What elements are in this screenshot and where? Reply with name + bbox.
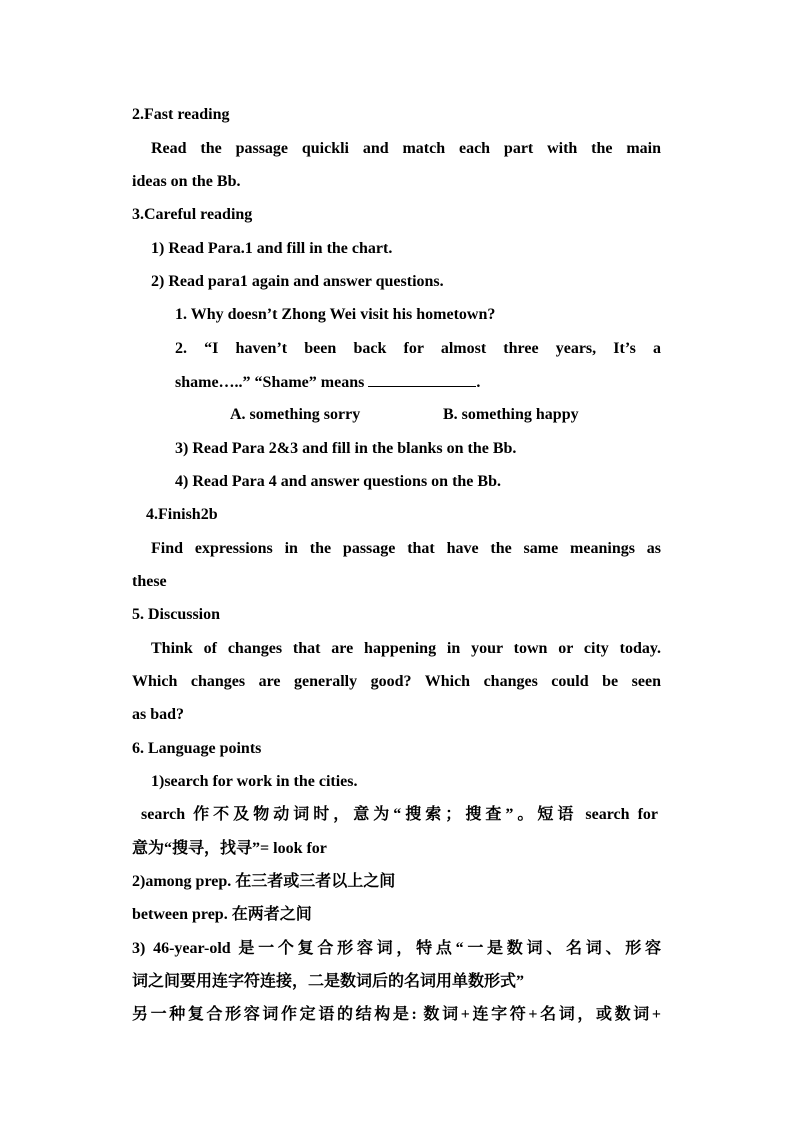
- fast-reading-para-line2: ideas on the Bb.: [132, 173, 241, 190]
- language-point-2: 2)among prep. 在三者或三者以上之间: [132, 873, 396, 890]
- careful-reading-step1: 1) Read Para.1 and fill in the chart.: [151, 240, 393, 257]
- careful-reading-step3: 3) Read Para 2&3 and fill in the blanks on the Bb.: [175, 440, 517, 457]
- language-point-1-note-line1: search 作不及物动词时，意为“搜索；搜查”。短语 search for: [141, 806, 658, 823]
- heading-discussion: 5. Discussion: [132, 606, 221, 623]
- language-point-3-line1: 3) 46-year-old 是一个复合形容词，特点“一是数词、名词、形容: [132, 940, 661, 957]
- heading-finish: 4.Finish2b: [146, 506, 218, 523]
- language-point-1-note-line2: 意为“搜寻，找寻”= look for: [132, 840, 327, 857]
- question-2-text: shame…..” “Shame” means: [175, 374, 369, 391]
- question-2-line2: [175, 372, 480, 392]
- question-2-line1: 2. “I haven’t been back for almost three years, It’s a: [175, 340, 661, 357]
- finish-para-line1: Find expressions in the passage that have the same meanings as: [151, 540, 661, 557]
- language-point-1: 1)search for work in the cities.: [151, 773, 358, 790]
- option-b: B. something happy: [443, 406, 579, 423]
- language-point-3-line2: 词之间要用连字符连接，二是数词后的名词用单数形式”: [132, 973, 525, 990]
- question-2-period: .: [476, 374, 481, 391]
- language-point-3-line3: 另一种复合形容词作定语的结构是: 数词+连字符+名词，或数词+: [132, 1006, 661, 1023]
- heading-careful-reading: 3.Careful reading: [132, 206, 253, 223]
- heading-language-points: 6. Language points: [132, 740, 262, 757]
- option-a: A. something sorry: [230, 406, 361, 423]
- heading-fast-reading: 2.Fast reading: [132, 106, 230, 123]
- careful-reading-step4: 4) Read Para 4 and answer questions on the Bb.: [175, 473, 501, 490]
- discussion-para-line1: Think of changes that are happening in your town or city today.: [151, 640, 661, 657]
- discussion-para-line3: as bad?: [132, 706, 185, 723]
- careful-reading-step2: 2) Read para1 again and answer questions.: [151, 273, 444, 290]
- language-point-2b: between prep. 在两者之间: [132, 906, 312, 923]
- discussion-para-line2: Which changes are generally good? Which changes could be seen: [132, 673, 661, 690]
- answer-blank[interactable]: [368, 372, 476, 387]
- fast-reading-para-line1: Read the passage quickli and match each part with the main: [151, 140, 661, 157]
- question-1: 1. Why doesn’t Zhong Wei visit his hometown?: [175, 306, 496, 323]
- finish-para-line2: these: [132, 573, 167, 590]
